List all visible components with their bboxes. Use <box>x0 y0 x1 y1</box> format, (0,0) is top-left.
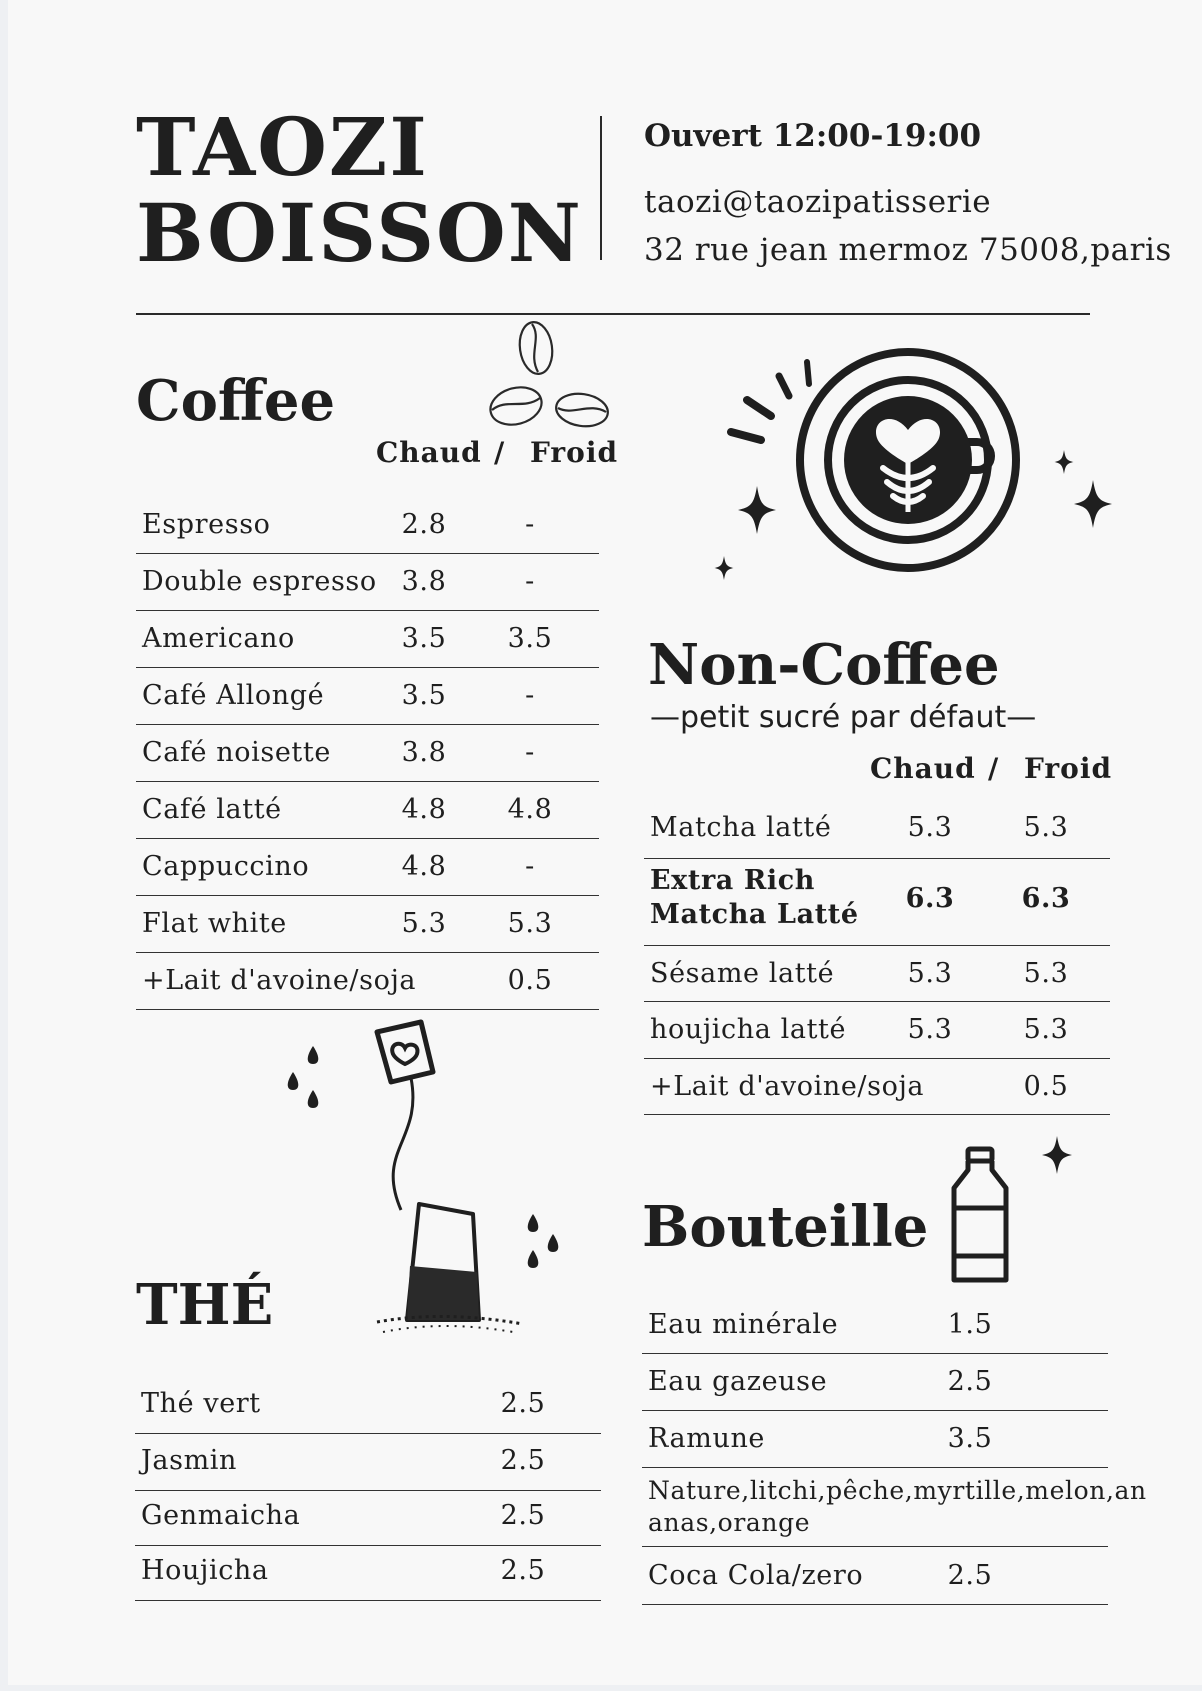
item-name: Eau gazeuse <box>648 1366 828 1397</box>
item-name: Sésame latté <box>650 958 835 989</box>
table-row <box>135 1545 601 1601</box>
item-name: Thé vert <box>141 1388 261 1419</box>
table-row <box>136 839 599 896</box>
the-section-title: THÉ <box>136 1272 274 1338</box>
header-rule <box>136 313 1090 315</box>
price-cold: 3.5 <box>507 623 553 654</box>
bottle-icon <box>948 1146 1012 1286</box>
non-coffee-col-sep: / <box>988 752 1000 785</box>
table-row <box>136 611 599 668</box>
table-row <box>642 1354 1108 1411</box>
contact-info <box>644 178 1172 274</box>
table-row <box>135 1435 601 1491</box>
table-row <box>644 800 1110 859</box>
price: 1.5 <box>947 1309 993 1340</box>
table-row <box>644 1002 1110 1059</box>
item-name: Matcha latté <box>650 812 832 843</box>
item-name: Genmaicha <box>141 1500 301 1531</box>
sparkle-icon <box>1074 480 1112 528</box>
item-name: +Lait d'avoine/soja <box>650 1071 925 1102</box>
price-cold: 5.3 <box>1023 958 1069 989</box>
price-hot: 6.3 <box>905 883 955 914</box>
table-row <box>644 859 1110 946</box>
price-hot: 5.3 <box>401 908 447 939</box>
price-cold: 4.8 <box>507 794 553 825</box>
item-name: Ramune <box>648 1423 766 1454</box>
price-hot: 3.5 <box>401 623 447 654</box>
item-name: Coca Cola/zero <box>648 1560 864 1591</box>
price-cold: - <box>525 737 535 768</box>
table-row <box>136 554 599 611</box>
sparkle-icon <box>1054 450 1074 474</box>
non-coffee-col-hot: Chaud <box>870 752 976 785</box>
coffee-col-sep: / <box>494 436 506 469</box>
table-row <box>136 782 599 839</box>
header-divider <box>600 116 602 260</box>
table-row <box>644 1059 1110 1115</box>
table-row <box>136 896 599 953</box>
latte-art-cup-icon <box>723 348 983 578</box>
price-hot: 4.8 <box>401 794 447 825</box>
item-name: houjicha latté <box>650 1014 847 1045</box>
item-name: Espresso <box>142 509 271 540</box>
price: 2.5 <box>947 1560 993 1591</box>
price-cold: 5.3 <box>507 908 553 939</box>
price: 2.5 <box>500 1500 546 1531</box>
price: 3.5 <box>947 1423 993 1454</box>
item-name-line1: Extra Rich <box>650 865 816 896</box>
item-name: Café latté <box>142 794 282 825</box>
table-row <box>136 725 599 782</box>
coffee-section-title: Coffee <box>136 368 336 434</box>
price-cold: - <box>525 680 535 711</box>
non-coffee-col-cold: Froid <box>1024 752 1113 785</box>
flavors-row <box>642 1468 1147 1547</box>
sparkle-icon <box>714 556 734 580</box>
menu-page <box>8 0 1202 1685</box>
price-hot: 5.3 <box>907 958 953 989</box>
sparkle-icon <box>1042 1136 1072 1174</box>
table-row <box>135 1378 601 1434</box>
price-cold: 6.3 <box>1021 883 1071 914</box>
table-row <box>642 1411 1108 1468</box>
flavors-line2: anas,orange <box>648 1508 811 1537</box>
item-name: Café noisette <box>142 737 331 768</box>
price: 2.5 <box>500 1445 546 1476</box>
coffee-beans-icon <box>486 318 616 430</box>
price-cold: - <box>525 509 535 540</box>
coffee-col-hot: Chaud <box>376 436 482 469</box>
flavors-line1: Nature,litchi,pêche,myrtille,melon,an <box>648 1476 1147 1505</box>
address: 32 rue jean mermoz 75008,paris <box>644 232 1172 268</box>
table-row <box>642 1297 1108 1354</box>
item-name: Double espresso <box>142 566 377 597</box>
price-hot: 3.8 <box>401 737 447 768</box>
table-row <box>642 1548 1108 1605</box>
non-coffee-subtitle: —petit sucré par défaut— <box>650 700 1037 735</box>
item-name: Flat white <box>142 908 287 939</box>
price: 2.5 <box>500 1388 546 1419</box>
non-coffee-section-title: Non-Coffee <box>648 632 1000 698</box>
price-cold: - <box>525 566 535 597</box>
table-row <box>135 1490 601 1546</box>
price-cold: - <box>525 851 535 882</box>
price: 2.5 <box>500 1555 546 1586</box>
price-hot: 5.3 <box>907 1014 953 1045</box>
bouteille-section-title: Bouteille <box>642 1194 929 1260</box>
table-row <box>136 953 599 1010</box>
item-name: Houjicha <box>141 1555 269 1586</box>
opening-hours: Ouvert 12:00-19:00 <box>644 118 982 154</box>
price-hot: 3.8 <box>401 566 447 597</box>
table-row <box>136 497 599 554</box>
tea-bag-icon <box>283 1020 573 1340</box>
sparkle-icon <box>738 486 776 534</box>
contact-handle: taozi@taozipatisserie <box>644 184 992 220</box>
price-cold: 0.5 <box>1023 1071 1069 1102</box>
item-name: Café Allongé <box>142 680 325 711</box>
item-name-line2: Matcha Latté <box>650 899 859 930</box>
item-name: +Lait d'avoine/soja <box>142 965 417 996</box>
item-name: Jasmin <box>141 1445 238 1476</box>
item-name: Cappuccino <box>142 851 310 882</box>
coffee-col-cold: Froid <box>530 436 619 469</box>
price-hot: 3.5 <box>401 680 447 711</box>
price-cold: 5.3 <box>1023 812 1069 843</box>
price-hot: 5.3 <box>907 812 953 843</box>
table-row <box>644 946 1110 1002</box>
price-hot: 2.8 <box>401 509 447 540</box>
menu-title: TAOZI BOISSON <box>136 100 583 280</box>
price-hot: 4.8 <box>401 851 447 882</box>
item-name: Eau minérale <box>648 1309 839 1340</box>
price-cold: 5.3 <box>1023 1014 1069 1045</box>
price-cold: 0.5 <box>507 965 553 996</box>
item-name: Americano <box>142 623 295 654</box>
price: 2.5 <box>947 1366 993 1397</box>
table-row <box>136 668 599 725</box>
